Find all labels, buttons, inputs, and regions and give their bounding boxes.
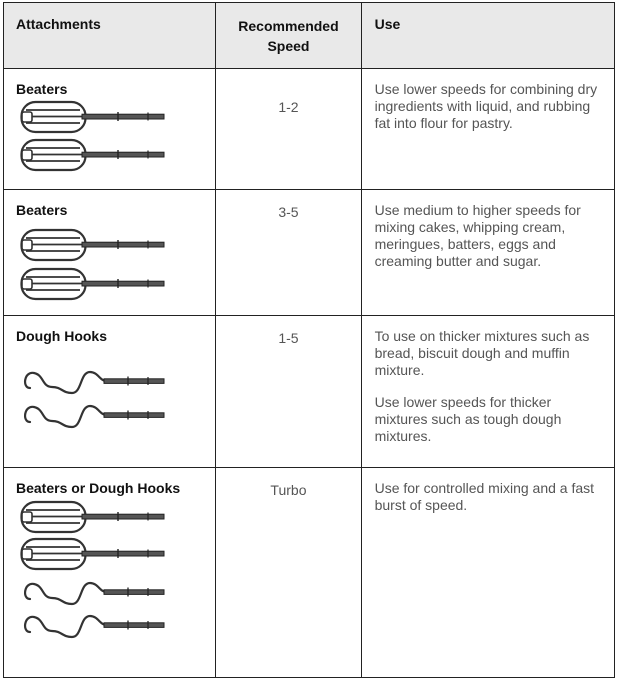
- use-text: To use on thicker mixtures such as bread, biscuit dough and muffin mixture.: [374, 328, 590, 378]
- use-cell: [361, 190, 614, 316]
- header-recommended-speed: Recommended Speed: [216, 3, 361, 69]
- speed-cell: [216, 69, 361, 190]
- use-cell: [361, 69, 614, 190]
- dough-hook-icon: [20, 610, 166, 640]
- attachment-name: Beaters: [16, 202, 68, 218]
- header-attachments: Attachments: [4, 3, 216, 69]
- table-row: [4, 190, 615, 316]
- beater-icon: [20, 100, 166, 134]
- table-row: [4, 316, 615, 468]
- beater-icon: [20, 500, 166, 534]
- beater-icon: [20, 267, 166, 301]
- attachment-name: Beaters: [16, 81, 68, 97]
- attachment-name: Beaters or Dough Hooks: [16, 480, 181, 496]
- attachment-cell: [4, 69, 216, 190]
- speed-cell: [216, 316, 361, 468]
- attachment-cell: [4, 190, 216, 316]
- use-text: Use lower speeds for thicker mixtures such as tough dough mixtures.: [374, 394, 562, 444]
- attachment-name: Dough Hooks: [16, 328, 107, 344]
- attachment-cell: [4, 316, 216, 468]
- speed-value: 1-2: [278, 99, 299, 115]
- speed-value: 3-5: [278, 204, 299, 220]
- attachments-table: [3, 2, 615, 678]
- beater-icon: [20, 228, 166, 262]
- use-cell: [361, 468, 614, 678]
- header-row: [4, 3, 615, 69]
- dough-hook-icon: [20, 577, 166, 607]
- use-text: Use medium to higher speeds for mixing cakes, whipping cream, meringues, batters, eggs and creaming butter and sugar.: [374, 202, 581, 269]
- use-cell: [361, 316, 614, 468]
- use-text: Use lower speeds for combining dry ingredients with liquid, and rubbing fat into flour for pastry.: [374, 81, 598, 131]
- dough-hook-icon: [20, 400, 166, 430]
- table-row: [4, 468, 615, 678]
- speed-cell: [216, 468, 361, 678]
- speed-value: 1-5: [278, 330, 299, 346]
- table-row: [4, 69, 615, 190]
- dough-hook-icon: [20, 366, 166, 396]
- header-use: Use: [361, 3, 614, 69]
- attachment-cell: [4, 468, 216, 678]
- speed-value: Turbo: [270, 482, 307, 498]
- beater-icon: [20, 138, 166, 172]
- use-text: Use for controlled mixing and a fast burst of speed.: [374, 480, 595, 513]
- speed-cell: [216, 190, 361, 316]
- beater-icon: [20, 537, 166, 571]
